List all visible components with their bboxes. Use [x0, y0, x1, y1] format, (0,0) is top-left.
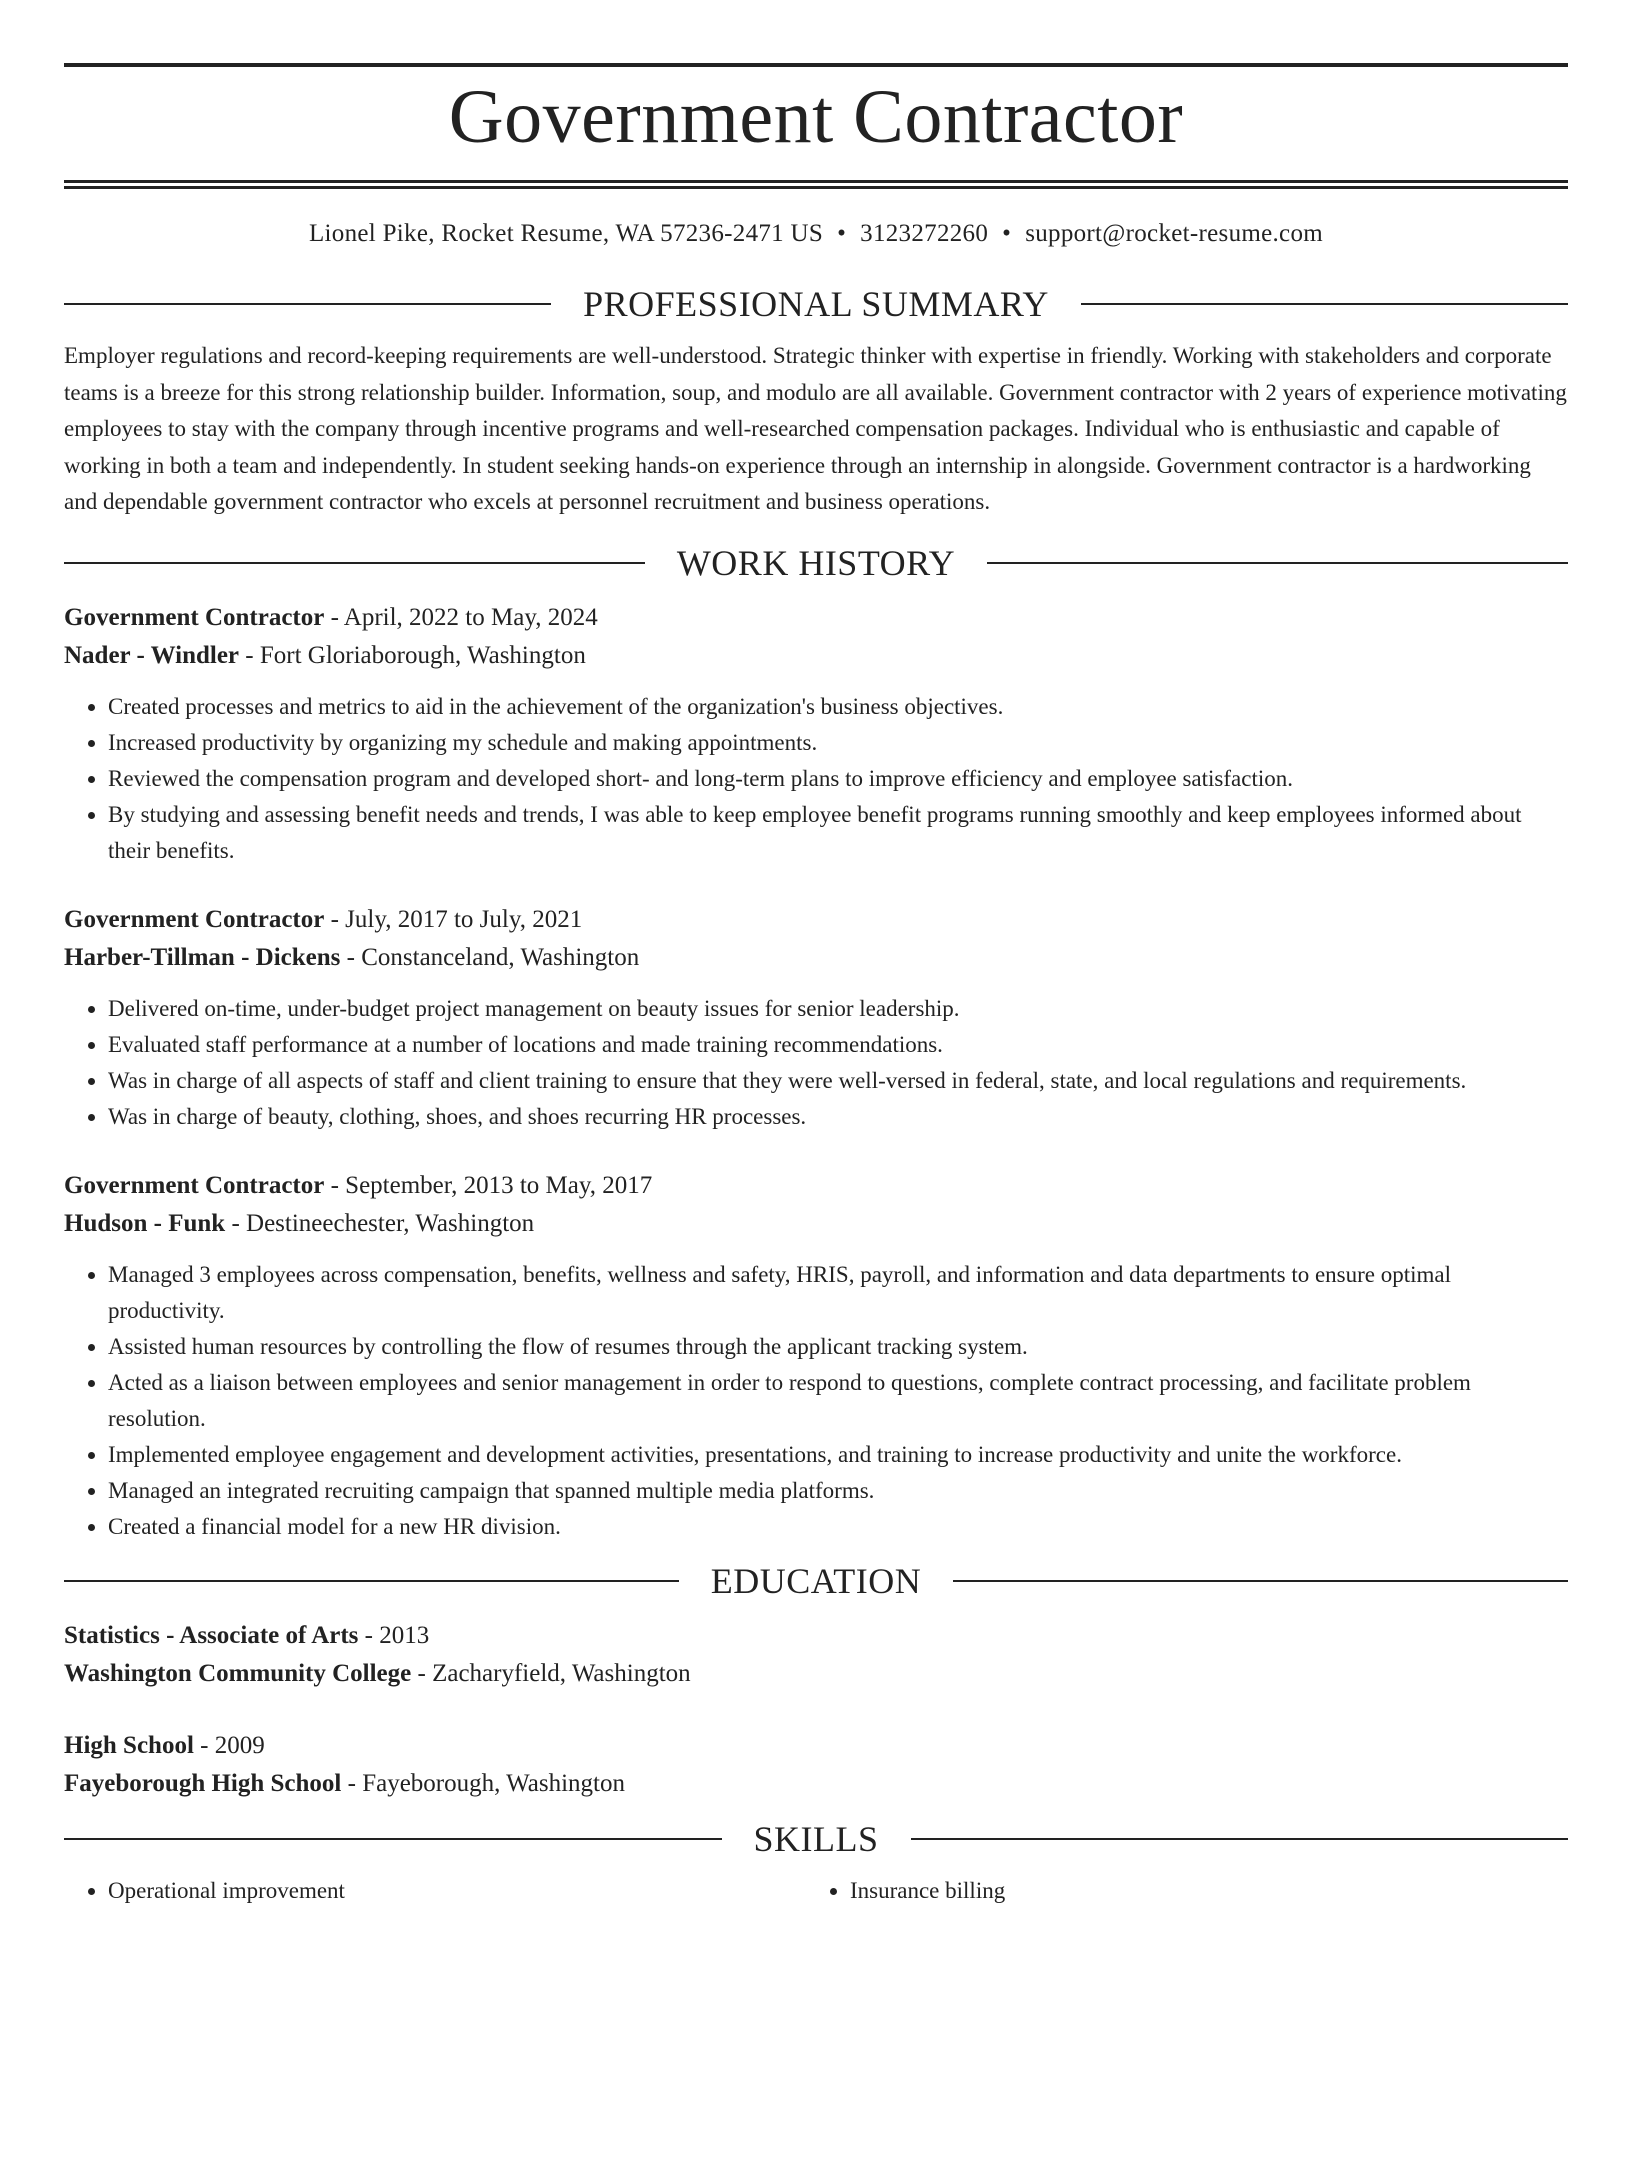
job-company: Harber-Tillman - Dickens: [64, 943, 341, 971]
education-degree-line: [64, 1617, 1568, 1655]
list-item: • Insurance billing: [850, 1873, 1548, 1909]
job-location: - Destineechester, Washington: [225, 1209, 535, 1237]
summary-paragraph: Employer regulations and record-keeping requirements are well-understood. Strategic thinker with expertise in friendly. Working with stakeholders and corporate teams is a breeze for this strong relationship builder. Information, soup, and modulo are all available. Government contractor with 2 years of experience motivating employees to stay with the company through incentive programs and well-researched compensation packages. Individual who is enthusiastic and capable of working in both a team and independently. In student seeking hands-on experience through an internship in alongside. Government contractor is a hardworking and dependable government contractor who excels at personnel recruitment and business operations.: [64, 343, 1567, 514]
list-item: • Assisted human resources by controlling the flow of resumes through the applicant tracking system.: [108, 1329, 1568, 1365]
list-item: • Managed an integrated recruiting campaign that spanned multiple media platforms.: [108, 1473, 1568, 1509]
list-item: • Was in charge of all aspects of staff and client training to ensure that they were well-versed in federal, state, and local regulations and requirements.: [108, 1063, 1568, 1099]
contact-separator: •: [837, 220, 847, 247]
skills-list-right: [806, 1873, 1548, 1909]
section-title: WORK HISTORY: [676, 542, 956, 583]
heading-rule-left: [64, 1838, 722, 1840]
list-item: • By studying and assessing benefit needs and trends, I was able to keep employee benefit programs running smoothly and keep employees informed about their benefits.: [108, 797, 1568, 869]
education-entry: [64, 1727, 1568, 1803]
education-degree-line: [64, 1727, 1568, 1765]
education-school: Washington Community College: [64, 1659, 412, 1687]
education-degree: Statistics - Associate of Arts: [64, 1621, 359, 1649]
heading-rule-left: [64, 562, 645, 564]
job-bullet-list: [64, 991, 1568, 1135]
education-entry: [64, 1617, 1568, 1693]
list-item: • Created processes and metrics to aid in the achievement of the organization's business objectives.: [108, 689, 1568, 725]
education-degree: High School: [64, 1731, 194, 1759]
list-item: • Increased productivity by organizing my schedule and making appointments.: [108, 725, 1568, 761]
job-entry: [64, 901, 1568, 1135]
list-item: • Evaluated staff performance at a number of locations and made training recommendations.: [108, 1027, 1568, 1063]
heading-rule-left: [64, 303, 551, 305]
resume-name: Government Contractor: [448, 75, 1184, 159]
job-title-line: [64, 1167, 1568, 1205]
education-year: - 2009: [193, 1731, 265, 1759]
list-item: • Managed 3 employees across compensation, benefits, wellness and safety, HRIS, payroll, and information and data departments to ensure optimal productivity.: [108, 1257, 1568, 1329]
contact-address: Lionel Pike, Rocket Resume, WA 57236-2471 US: [308, 220, 824, 247]
heading-rule-right: [911, 1838, 1569, 1840]
contact-email: support@rocket-resume.com: [1025, 220, 1323, 247]
job-role: Government Contractor: [64, 1171, 325, 1199]
list-item: • Operational improvement: [108, 1873, 806, 1909]
job-company: Nader - Windler: [64, 641, 240, 669]
skills-list-left: [64, 1873, 806, 1909]
list-item: • Implemented employee engagement and development activities, presentations, and training to increase productivity and unite the workforce.: [108, 1437, 1568, 1473]
education-location: - Zacharyfield, Washington: [411, 1659, 691, 1687]
contact-separator: •: [1002, 220, 1012, 247]
job-dates: - September, 2013 to May, 2017: [324, 1171, 653, 1199]
contact-line: [64, 218, 1568, 250]
list-item: • Was in charge of beauty, clothing, shoes, and shoes recurring HR processes.: [108, 1099, 1568, 1135]
contact-phone: 3123272260: [860, 220, 989, 247]
education-year: - 2013: [358, 1621, 430, 1649]
job-location: - Constanceland, Washington: [340, 943, 640, 971]
job-role: Government Contractor: [64, 603, 325, 631]
job-entry: [64, 599, 1568, 869]
section-heading-work-history: [64, 541, 1568, 585]
list-item: • Delivered on-time, under-budget project management on beauty issues for senior leadership.: [108, 991, 1568, 1027]
job-role: Government Contractor: [64, 905, 325, 933]
education-location: - Fayeborough, Washington: [341, 1769, 625, 1797]
section-heading-skills: [64, 1817, 1568, 1861]
education-school-line: [64, 1765, 1568, 1803]
job-company-line: [64, 939, 1568, 977]
job-dates: - April, 2022 to May, 2024: [324, 603, 598, 631]
heading-rule-right: [987, 562, 1568, 564]
job-title-line: [64, 599, 1568, 637]
section-title: PROFESSIONAL SUMMARY: [583, 284, 1049, 324]
section-heading-summary: [64, 282, 1568, 326]
header-top-rule: [64, 63, 1568, 67]
job-dates: - July, 2017 to July, 2021: [324, 905, 583, 933]
job-company-line: [64, 1205, 1568, 1243]
job-location: - Fort Gloriaborough, Washington: [239, 641, 586, 669]
resume-page: [0, 63, 1632, 2175]
job-bullet-list: [64, 1257, 1568, 1545]
list-item: • Created a financial model for a new HR division.: [108, 1509, 1568, 1545]
section-title: EDUCATION: [710, 1560, 922, 1601]
job-entry: [64, 1167, 1568, 1545]
heading-rule-right: [953, 1580, 1568, 1582]
job-company-line: [64, 637, 1568, 675]
skills-columns: [64, 1873, 1568, 1909]
heading-rule-left: [64, 1580, 679, 1582]
section-heading-education: [64, 1559, 1568, 1603]
job-company: Hudson - Funk: [64, 1209, 226, 1237]
header-double-rule: [64, 180, 1568, 189]
list-item: • Reviewed the compensation program and developed short- and long-term plans to improve efficiency and employee satisfaction.: [108, 761, 1568, 797]
heading-rule-right: [1081, 303, 1568, 305]
education-school: Fayeborough High School: [64, 1769, 342, 1797]
job-bullet-list: [64, 689, 1568, 869]
list-item: • Acted as a liaison between employees and senior management in order to respond to questions, complete contract processing, and facilitate problem resolution.: [108, 1365, 1568, 1437]
section-title: SKILLS: [753, 1818, 879, 1859]
job-title-line: [64, 901, 1568, 939]
education-school-line: [64, 1655, 1568, 1693]
